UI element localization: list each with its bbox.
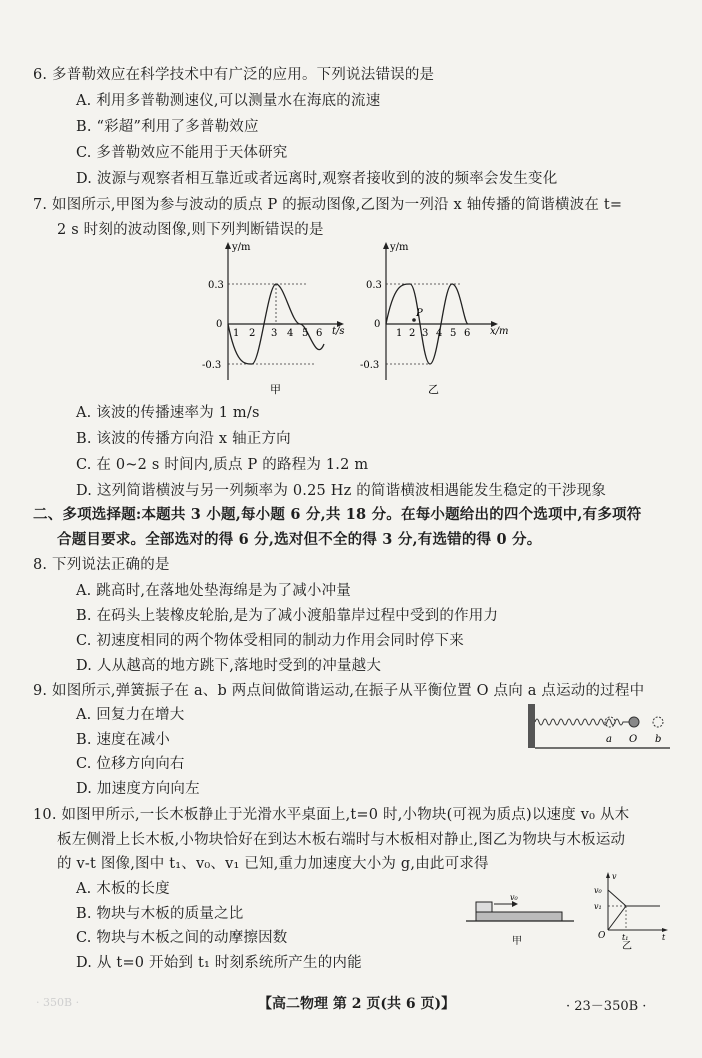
jia-tick-1: 1 <box>233 328 240 339</box>
yi-y-bottom: -0.3 <box>360 360 380 371</box>
q7-option-d: D. 这列简谐横波与另一列频率为 0.25 Hz 的简谐横波相遇能发生稳定的干涉现象 <box>76 483 607 499</box>
q9-stem: 9. 如图所示,弹簧振子在 a、b 两点间做简谐运动,在振子从平衡位置 O 点向 a 点运动的过程中 <box>33 683 645 699</box>
spring-coil <box>535 719 631 725</box>
q7-option-c: C. 在 0~2 s 时间内,质点 P 的路程为 1.2 m <box>76 457 369 473</box>
q7-option-a: A. 该波的传播速率为 1 m/s <box>76 405 260 421</box>
q8-option-a: A. 跳高时,在落地处垫海绵是为了减小冲量 <box>76 583 351 599</box>
q10-stem-line3: 的 v-t 图像,图中 t₁、v₀、v₁ 已知,重力加速度大小为 g,由此可求得 <box>57 856 489 872</box>
jia-caption: 甲 <box>270 383 281 396</box>
spring-pos-b <box>653 717 663 727</box>
q8-option-b: B. 在码头上装橡皮轮胎,是为了减小渡船靠岸过程中受到的作用力 <box>76 608 499 624</box>
q7-stem-line2: 2 s 时刻的波动图像,则下列判断错误的是 <box>57 222 324 238</box>
vt-t1-label: t₁ <box>622 933 629 942</box>
jia-x-label: t/s <box>332 326 345 337</box>
q8-option-d: D. 人从越高的地方跳下,落地时受到的冲量越大 <box>76 658 382 674</box>
yi-tick-5: 5 <box>450 328 457 339</box>
jia-y-arrow <box>225 242 231 249</box>
footer-code: · 23－350B · <box>566 999 647 1014</box>
yi-y-arrow <box>383 242 389 249</box>
spring-ball <box>629 717 639 727</box>
q10-option-d: D. 从 t=0 开始到 t₁ 时刻系统所产生的内能 <box>76 955 362 971</box>
q9-spring-figure <box>524 700 674 754</box>
yi-tick-6: 6 <box>464 328 471 339</box>
vt-origin-label: O <box>598 931 606 941</box>
section2-heading-line1: 二、多项选择题:本题共 3 小题,每小题 6 分,共 18 分。在每小题给出的四个选项中,有多项符 <box>33 506 642 523</box>
q6-option-d: D. 波源与观察者相互靠近或者远离时,观察者接收到的波的频率会发生变化 <box>76 171 558 187</box>
q6-stem: 6. 多普勒效应在科学技术中有广泛的应用。下列说法错误的是 <box>33 67 435 83</box>
q6-option-c: C. 多普勒效应不能用于天体研究 <box>76 145 288 161</box>
q10-jia-caption: 甲 <box>512 936 522 947</box>
jia-tick-6: 6 <box>316 328 323 339</box>
q10-board <box>476 912 562 921</box>
footer-page-info: 【高二物理 第 2 页(共 6 页)】 <box>258 996 456 1012</box>
q10-option-c: C. 物块与木板之间的动摩擦因数 <box>76 930 288 946</box>
yi-tick-4: 4 <box>436 328 443 339</box>
q10-stem-line1: 10. 如图甲所示,一长木板静止于光滑水平桌面上,t=0 时,小物块(可视为质点)以速度 v₀ 从木 <box>33 807 630 823</box>
q10-stem-line2: 板左侧滑上长木板,小物块恰好在到达木板右端时与木板相对静止,图乙为物块与木板运动 <box>57 832 626 848</box>
q9-option-a: A. 回复力在增大 <box>76 707 185 723</box>
vt-v-label: v <box>612 872 617 881</box>
jia-tick-4: 4 <box>287 328 294 339</box>
jia-y-bottom: -0.3 <box>202 360 222 371</box>
q8-stem: 8. 下列说法正确的是 <box>33 557 170 573</box>
jia-y-label: y/m <box>232 242 251 253</box>
q6-option-b: B. “彩超”利用了多普勒效应 <box>76 119 259 135</box>
q10-option-a: A. 木板的长度 <box>76 881 170 897</box>
yi-y-label: y/m <box>390 242 409 253</box>
yi-y-zero: 0 <box>374 319 381 330</box>
yi-tick-3: 3 <box>422 328 429 339</box>
q9-option-b: B. 速度在减小 <box>76 732 170 748</box>
jia-y-zero: 0 <box>216 319 223 330</box>
yi-y-top: 0.3 <box>366 280 382 291</box>
jia-tick-5: 5 <box>302 328 309 339</box>
q9-option-c: C. 位移方向向右 <box>76 756 185 772</box>
q7-figure-jia <box>188 240 358 400</box>
q10-figure-yi <box>590 870 672 950</box>
q10-block <box>476 902 492 912</box>
q8-option-c: C. 初速度相同的两个物体受相同的制动力作用会同时停下来 <box>76 633 464 649</box>
section2-heading-line2: 合题目要求。全部选对的得 6 分,选对但不全的得 3 分,有选错的得 0 分。 <box>57 531 542 548</box>
spring-wall <box>528 704 535 748</box>
vt-block-line <box>608 890 626 906</box>
spring-label-a: a <box>606 734 612 745</box>
vt-caption: 乙 <box>622 941 632 950</box>
yi-point-label: P <box>416 308 423 319</box>
vt-v0-label: v₀ <box>594 886 602 895</box>
vt-v-arrow <box>606 872 610 878</box>
yi-x-label: x/m <box>490 326 509 337</box>
yi-tick-1: 1 <box>396 328 403 339</box>
vt-t-label: t <box>662 933 666 942</box>
jia-tick-2: 2 <box>249 328 256 339</box>
q7-stem-line1: 7. 如图所示,甲图为参与波动的质点 P 的振动图像,乙图为一列沿 x 轴传播的简谐横波在 t= <box>33 197 623 213</box>
jia-tick-3: 3 <box>271 328 278 339</box>
q6-option-a: A. 利用多普勒测速仪,可以测量水在海底的流速 <box>76 93 381 109</box>
vt-board-line <box>608 906 626 930</box>
q10-figure-jia <box>462 890 580 950</box>
q10-option-b: B. 物块与木板的质量之比 <box>76 906 244 922</box>
q9-option-d: D. 加速度方向向左 <box>76 781 200 797</box>
q7-option-b: B. 该波的传播方向沿 x 轴正方向 <box>76 431 291 447</box>
vt-v1-label: v₁ <box>594 902 602 911</box>
yi-caption: 乙 <box>428 383 439 396</box>
vt-t-arrow <box>662 928 668 932</box>
q7-figure-yi <box>356 240 526 400</box>
q10-jia-v0: v₀ <box>510 893 518 902</box>
yi-tick-2: 2 <box>409 328 416 339</box>
jia-y-top: 0.3 <box>208 280 224 291</box>
spring-label-b: b <box>655 734 662 745</box>
spring-label-o: O <box>629 734 638 745</box>
footer-left-mark: · 350B · <box>36 996 80 1009</box>
